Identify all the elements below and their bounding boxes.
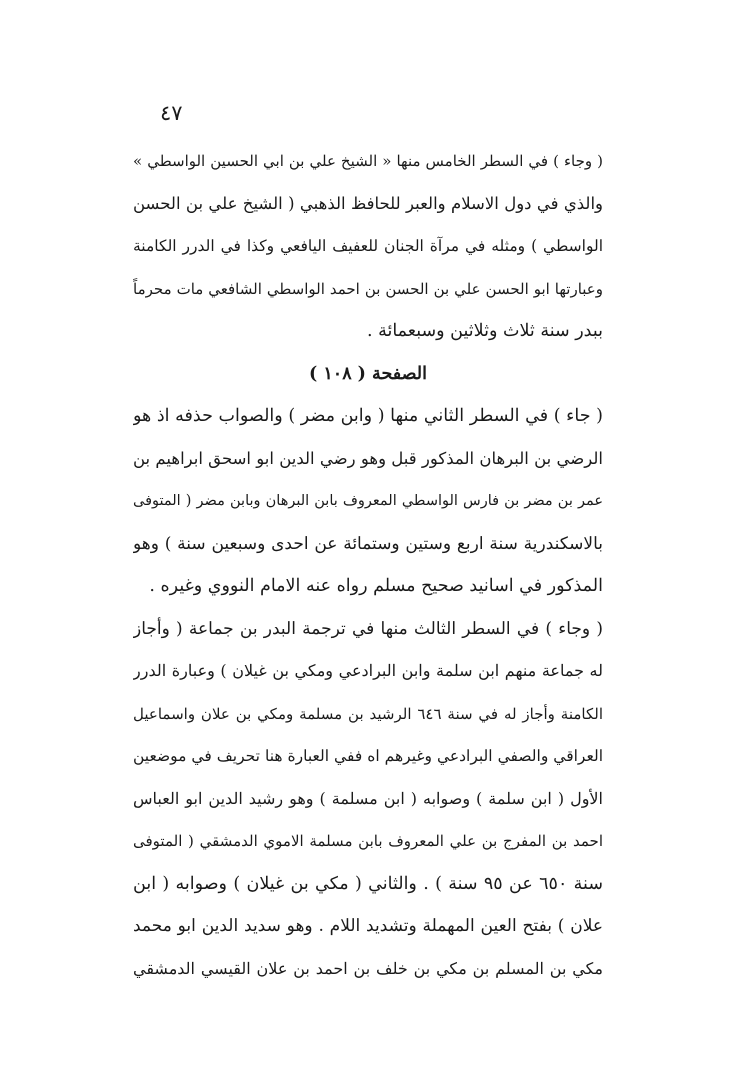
text-line: الرضي بن البرهان المذكور قبل وهو رضي الدين ابو اسحق ابراهيم بن bbox=[133, 448, 603, 468]
text-line: الكامنة وأجاز له في سنة ٦٤٦ الرشيد بن مسلمة ومكي بن علان واسماعيل bbox=[133, 704, 603, 723]
text-line: علان ) بفتح العين المهملة وتشديد اللام . وهو سديد الدين ابو محمد bbox=[133, 916, 603, 936]
text-line: المذكور في اسانيد صحيح مسلم رواه عنه الامام النووي وغيره . bbox=[149, 576, 603, 596]
paragraph-2 bbox=[133, 395, 603, 608]
text-line: ( وجاء ) في السطر الثالث منها في ترجمة البدر بن جماعة ( وأجاز bbox=[133, 618, 603, 639]
text-line: وعبارتها ابو الحسن علي بن الحسن بن احمد الواسطي الشافعي مات محرماً bbox=[133, 279, 603, 298]
text-line: عمر بن مضر بن فارس الواسطي المعروف بابن البرهان وبابن مضر ( المتوفى bbox=[133, 493, 603, 509]
body-text bbox=[133, 140, 603, 990]
section-heading: الصفحة ( ١٠٨ ) bbox=[309, 363, 427, 384]
text-line: الواسطي ) ومثله في مرآة الجنان للعفيف اليافعي وكذا في الدرر الكامنة bbox=[133, 237, 603, 255]
text-line: ببدر سنة ثلاث وثلاثين وسبعمائة . bbox=[366, 321, 603, 341]
text-line: سنة ٦٥٠ عن ٩٥ سنة ) . والثاني ( مكي بن غيلان ) وصوابه ( ابن bbox=[133, 873, 603, 894]
paragraph-1 bbox=[133, 140, 603, 353]
text-line: والذي في دول الاسلام والعبر للحافظ الذهبي ( الشيخ علي بن الحسن bbox=[133, 193, 603, 213]
text-line: ( جاء ) في السطر الثاني منها ( وابن مضر ) والصواب حذفه اذ هو bbox=[133, 406, 603, 426]
page-number: ٤٧ bbox=[160, 101, 183, 125]
text-line: ( وجاء ) في السطر الخامس منها « الشيخ علي بن ابي الحسين الواسطي » bbox=[133, 152, 603, 170]
text-line: احمد بن المفرج بن علي المعروف بابن مسلمة الاموي الدمشقي ( المتوفى bbox=[133, 832, 603, 850]
text-line: مكي بن المسلم بن مكي بن خلف بن احمد بن علان القيسي الدمشقي bbox=[133, 958, 603, 978]
text-line: الأول ( ابن سلمة ) وصوابه ( ابن مسلمة ) وهو رشيد الدين ابو العباس bbox=[133, 788, 603, 808]
text-line: له جماعة منهم ابن سلمة وابن البرادعي ومكي بن غيلان ) وعبارة الدرر bbox=[133, 661, 603, 680]
paragraph-3 bbox=[133, 608, 603, 991]
text-line: بالاسكندرية سنة اربع وستين وستمائة عن احدى وسبعين سنة ) وهو bbox=[133, 533, 603, 554]
text-line: العراقي والصفي البرادعي وغيرهم اه ففي العبارة هنا تحريف في موضعين bbox=[133, 747, 603, 765]
